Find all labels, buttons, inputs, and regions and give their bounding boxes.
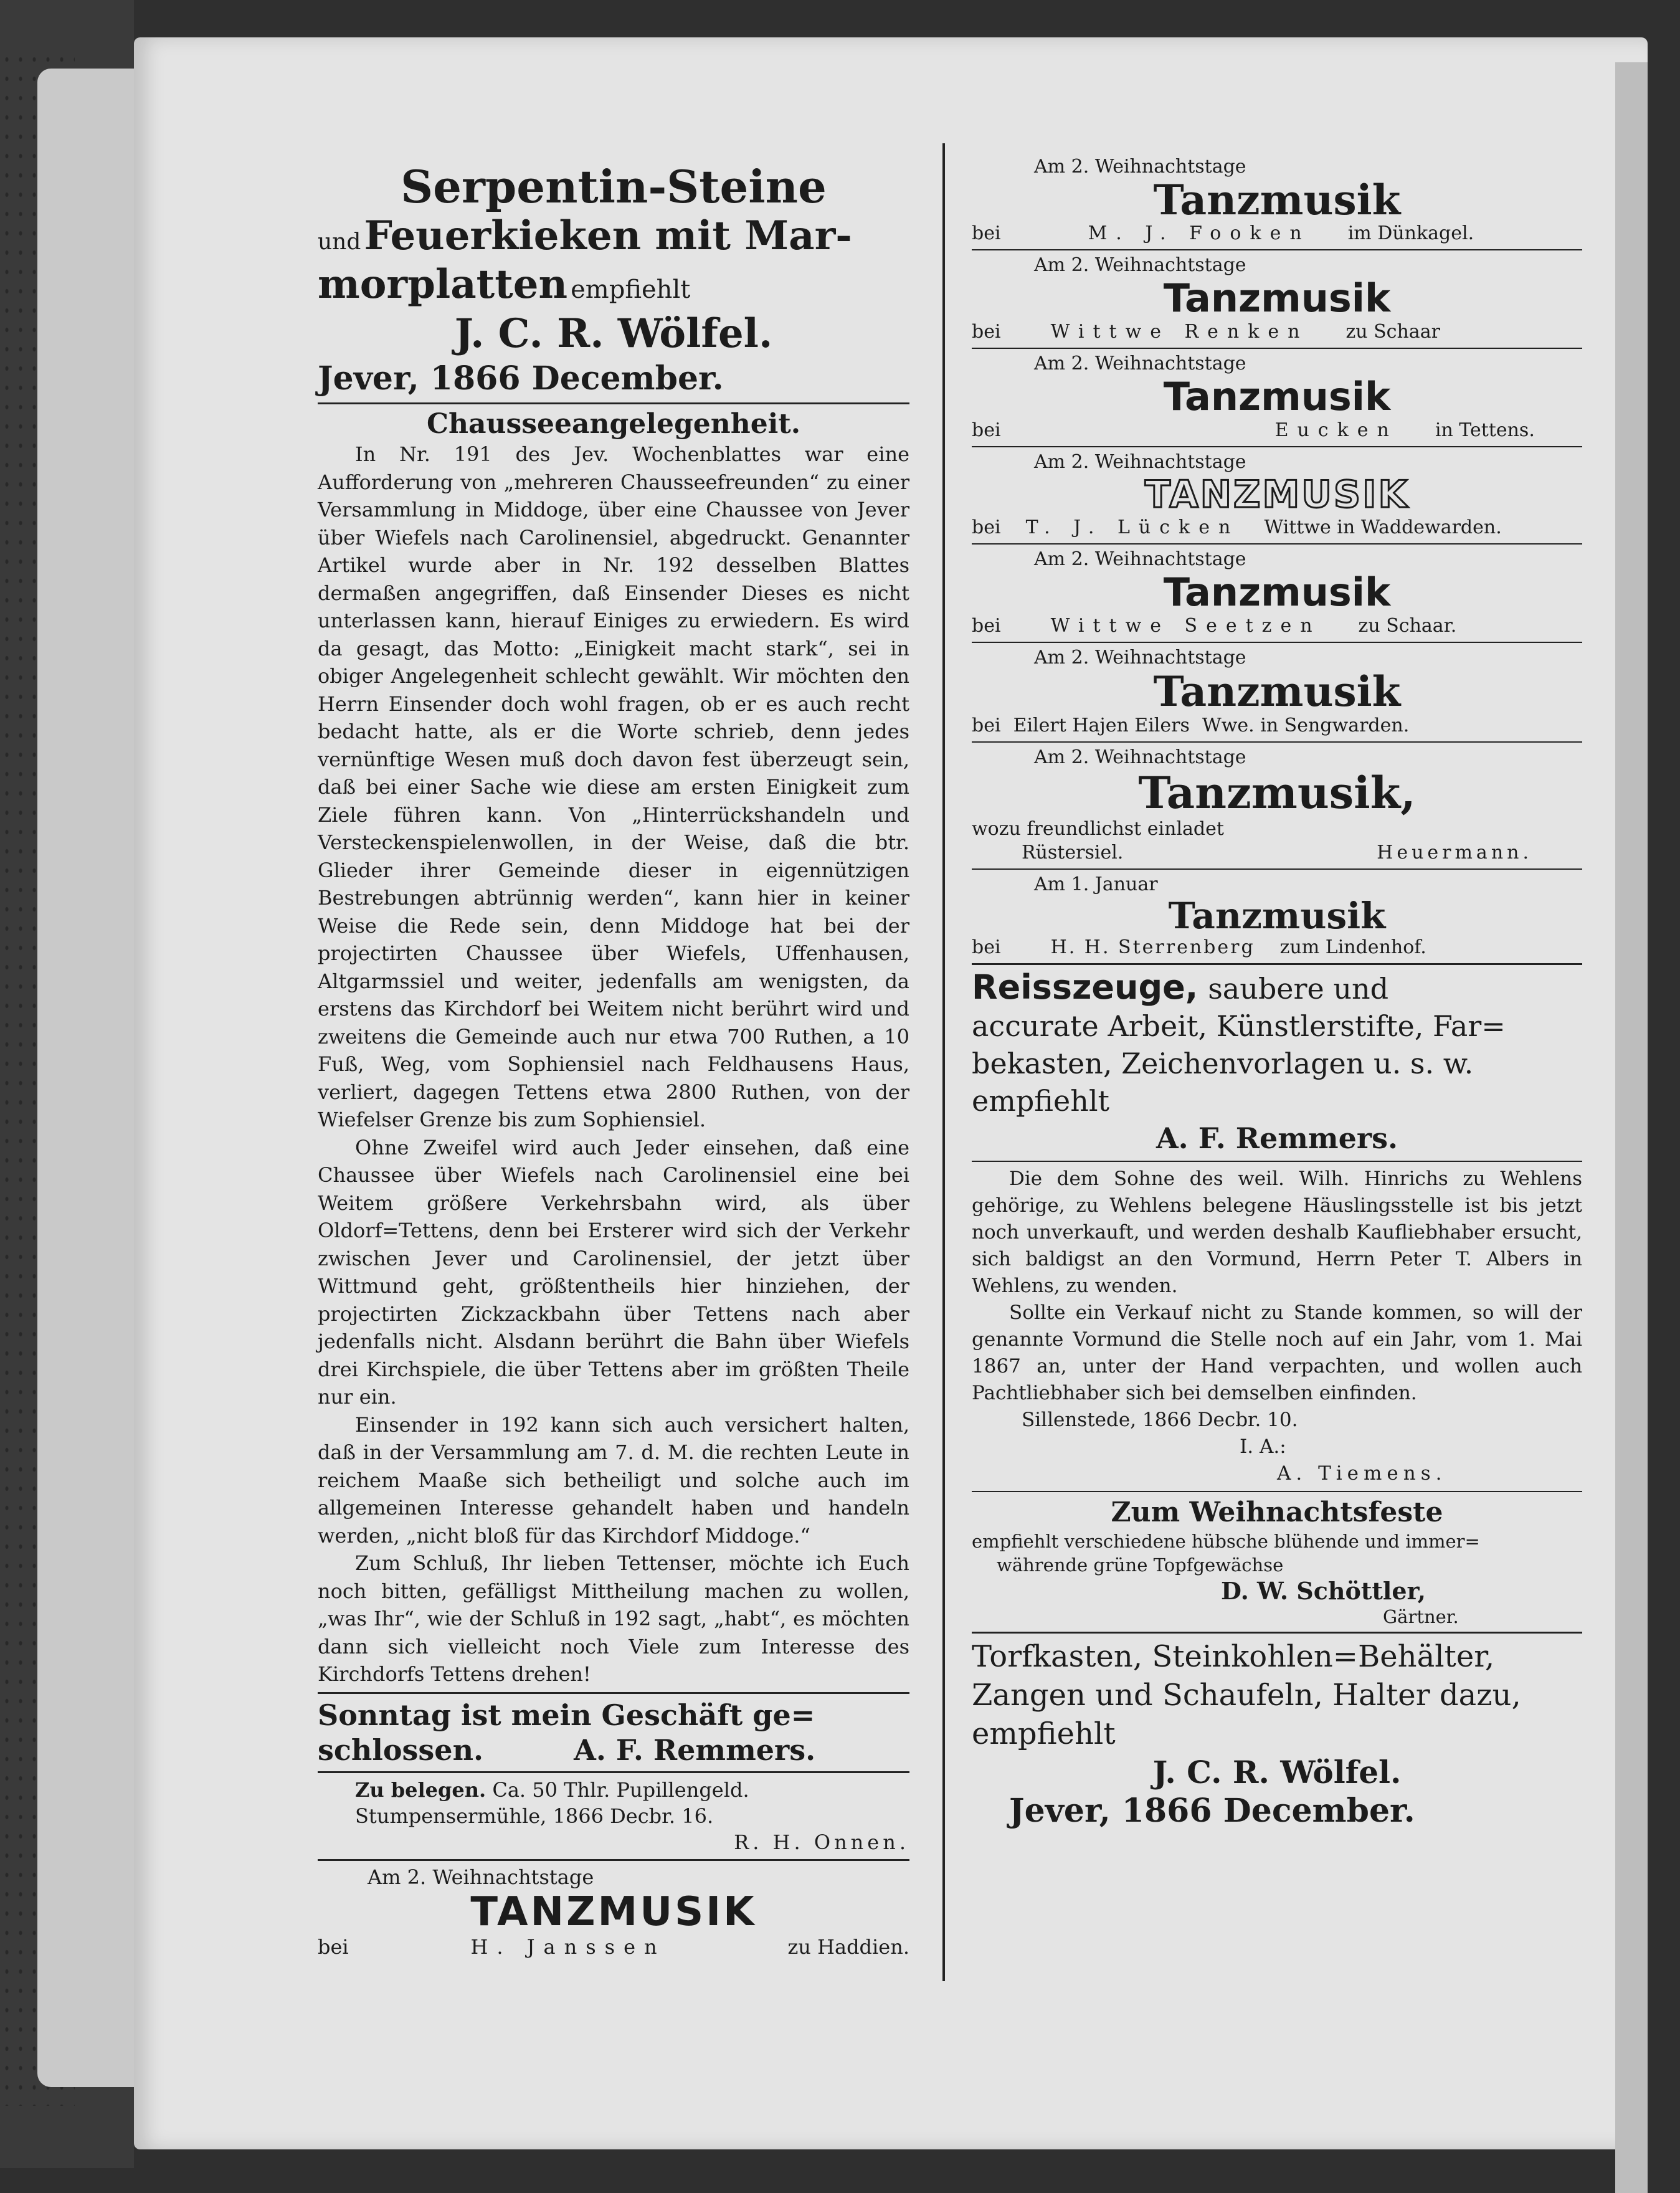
dance-place: in Tettens. xyxy=(1435,419,1535,441)
dance-intro: Am 1. Januar xyxy=(1034,873,1158,895)
dance-intro: Am 2. Weihnachtstage xyxy=(1034,156,1246,178)
ad-belegen xyxy=(318,1777,909,1855)
ad-reisszeuge-line1-rest: saubere und xyxy=(1208,972,1389,1006)
next-page-edge xyxy=(1615,62,1648,2193)
ad-serpentin-line2 xyxy=(318,212,909,260)
ad-weihnachten xyxy=(972,1496,1582,1628)
ad-sonntag-line2-text: schlossen. xyxy=(318,1733,484,1767)
dance-title: Tanzmusik xyxy=(1153,667,1401,716)
ad-sillenstede xyxy=(972,1166,1582,1487)
dance-host: M. J. Fooken xyxy=(1088,222,1311,244)
dance-ad xyxy=(972,548,1582,638)
article-body xyxy=(318,440,909,1688)
dance-place: im Dünkagel. xyxy=(1347,222,1474,244)
dance-intro: Am 2. Weihnachtstage xyxy=(1034,548,1246,570)
ad-torfkasten-line2: Zangen und Schaufeln, Halter dazu, xyxy=(972,1678,1521,1713)
dance-title: Tanzmusik xyxy=(1153,176,1401,224)
dance-host: T. J. Lücken xyxy=(1025,516,1240,538)
ad-weihnachten-role: Gärtner. xyxy=(1383,1606,1459,1627)
dance-ad xyxy=(972,451,1582,540)
ad-sonntag-seller: A. F. Remmers. xyxy=(574,1733,816,1767)
dance-intro: Am 2. Weihnachtstage xyxy=(1034,451,1246,473)
ad-belegen-signer: R. H. Onnen. xyxy=(734,1830,909,1854)
divider xyxy=(972,348,1582,349)
dance-bei: bei xyxy=(972,222,1001,244)
article-chaussee xyxy=(318,408,909,1688)
dance-title: TANZMUSIK xyxy=(1145,473,1409,516)
right-column xyxy=(972,156,1582,1830)
left-dance-place: zu Haddien. xyxy=(787,1934,909,1959)
dance-intro: Am 2. Weihnachtstage xyxy=(1034,353,1246,374)
left-dance-title: TANZMUSIK xyxy=(470,1888,757,1935)
ad-sillenstede-signer: A. Tiemens. xyxy=(1277,1462,1447,1485)
ad-sonntag-line1: Sonntag ist mein Geschäft ge= xyxy=(318,1698,815,1732)
dance-line xyxy=(972,320,1582,344)
dance-ad xyxy=(972,353,1582,442)
page-stack xyxy=(37,69,143,2087)
ad-serpentin xyxy=(318,162,909,399)
dance-intro: Am 2. Weihnachtstage xyxy=(1034,746,1246,768)
ad-weihnachten-line1: empfiehlt verschiedene hübsche blühende und immer= xyxy=(972,1531,1480,1552)
article-paragraph: Einsender in 192 kann sich auch versichert halten, daß in der Versammlung am 7. d. M. die rechten Leute in reichem Maaße sich betheiligt und solche auch im allgemeinen Interesse gehandelt haben und handeln werden, „nicht bloß für das Kirchdorf Middoge.“ xyxy=(318,1412,909,1548)
dance-ad xyxy=(972,156,1582,245)
dance-host: Eucken xyxy=(1274,419,1398,441)
dance-line xyxy=(972,222,1582,245)
dance-bei: bei xyxy=(972,615,1001,637)
ad-torfkasten-seller: J. C. R. Wölfel. xyxy=(1152,1754,1402,1791)
dance-line xyxy=(972,714,1582,738)
dance-ad-heuermann xyxy=(972,746,1582,865)
article-paragraph: Ohne Zweifel wird auch Jeder einsehen, daß eine Chaussee über Wiefels nach Carolinensiel eine bei Weitem größere Verkehrsbahn wird, als über Oldorf=Tettens, denn bei Ersterer wird sich der Verkehr zwischen Jever und Carolinensiel, der jetzt über Wittmund geht, größtentheils hier hinziehen, der projectirten Zickzackbahn über Tettens nach aber jedenfalls nicht. Alsdann berührt die Bahn über Wiefels drei Kirchspiele, die über Tettens aber im größten Theile nur ein. xyxy=(318,1135,909,1409)
left-dance-bei: bei xyxy=(318,1934,349,1959)
ad-sillenstede-paragraph: Sollte ein Verkauf nicht zu Stande kommen, so will der genannte Vormund die Stelle noch auf ein Jahr, vom 1. Mai 1867 an, unter der Hand verpachten, und wollen auch Pachtliebhaber sich bei demselben einfinden. xyxy=(972,1301,1582,1404)
ad-serpentin-place-date: Jever, 1866 December. xyxy=(318,359,724,397)
ad-torfkasten-line1: Torfkasten, Steinkohlen=Behälter, xyxy=(972,1639,1495,1674)
divider xyxy=(972,249,1582,250)
ad-sillenstede-place-date: Sillenstede, 1866 Decbr. 10. xyxy=(1022,1409,1298,1431)
left-dance-line xyxy=(318,1934,909,1959)
left-dance-ad xyxy=(318,1865,909,1959)
left-dance-host: H. Janssen xyxy=(470,1934,666,1959)
ad-serpentin-seller: J. C. R. Wölfel. xyxy=(454,310,773,357)
ad-belegen-place-date: Stumpensermühle, 1866 Decbr. 16. xyxy=(355,1804,714,1828)
ad-sillenstede-ia: I. A.: xyxy=(1240,1435,1286,1458)
dance-heuermann-place: Rüstersiel. xyxy=(1022,842,1124,863)
ad-serpentin-line3-small: empfiehlt xyxy=(571,275,691,304)
ad-serpentin-line3-big: morplatten xyxy=(318,261,568,308)
divider xyxy=(972,446,1582,447)
dance-host: H. H. Sterrenberg xyxy=(1050,936,1255,958)
ad-reisszeuge-line3: bekasten, Zeichenvorlagen u. s. w. xyxy=(972,1047,1474,1080)
dance-place: zu Schaar. xyxy=(1358,615,1457,637)
ad-sonntag-line2 xyxy=(318,1733,909,1767)
ad-weihnachten-title: Zum Weihnachtsfeste xyxy=(1111,1496,1443,1528)
column-divider xyxy=(942,143,945,1981)
dance-bei: bei xyxy=(972,419,1001,441)
article-paragraph: Zum Schluß, Ihr lieben Tettenser, möchte ich Euch noch bitten, gefälligst Mittheilung machen zu wollen, „was Ihr“, wie der Schluß in 192 sagt, „habt“, es möchten dann sich vielleicht noch Viele zum Interesse des Kirchdorfs Tettens drehen! xyxy=(318,1551,909,1686)
ad-torfkasten-line3: empfiehlt xyxy=(972,1716,1116,1751)
ad-serpentin-line2-small: und xyxy=(318,229,361,255)
ad-torfkasten-place-date: Jever, 1866 December. xyxy=(1009,1792,1415,1830)
ad-weihnachten-seller: D. W. Schöttler, xyxy=(1221,1577,1426,1605)
dance-intro: Am 2. Weihnachtstage xyxy=(1034,254,1246,276)
ad-sillenstede-paragraph: Die dem Sohne des weil. Wilh. Hinrichs zu Wehlens gehörige, zu Wehlens belegene Häuslingsstelle ist bis jetzt noch unverkauft, und werden deshalb Kaufliebhaber ersucht, sich baldigst an den Vormund, Herrn Peter T. Albers in Wehlens, zu wenden. xyxy=(972,1168,1582,1297)
dance-ad-januar xyxy=(972,873,1582,959)
dance-line xyxy=(972,419,1582,442)
divider xyxy=(972,642,1582,643)
dance-intro: Am 2. Weihnachtstage xyxy=(1034,647,1246,668)
dance-heuermann-sign xyxy=(972,841,1582,865)
ad-serpentin-line2-big: Feuerkieken mit Mar- xyxy=(364,212,852,259)
dance-place: Wittwe in Waddewarden. xyxy=(1264,516,1502,538)
dance-host: Wittwe Renken xyxy=(1050,321,1309,343)
dance-title: Tanzmusik xyxy=(1168,895,1386,937)
ad-belegen-bold: Zu belegen. xyxy=(355,1777,486,1802)
divider xyxy=(318,1771,909,1773)
ad-sonntag xyxy=(318,1698,909,1767)
dance-title: Tanzmusik xyxy=(1163,275,1391,321)
dance-heuermann-line: wozu freundlichst einladet xyxy=(972,818,1224,840)
divider xyxy=(972,963,1582,965)
divider xyxy=(318,1859,909,1861)
divider xyxy=(972,741,1582,743)
ad-reisszeuge-seller: A. F. Remmers. xyxy=(1156,1121,1398,1155)
dance-place: zum Lindenhof. xyxy=(1279,936,1426,958)
dance-title: Tanzmusik, xyxy=(1138,767,1416,819)
divider xyxy=(318,1692,909,1694)
dance-place: zu Schaar xyxy=(1345,321,1440,343)
divider xyxy=(972,543,1582,545)
dance-host: Eilert Hajen Eilers xyxy=(1013,715,1190,736)
dance-line xyxy=(972,516,1582,540)
left-dance-intro: Am 2. Weihnachtstage xyxy=(368,1865,594,1889)
dance-host: Wittwe Seetzen xyxy=(1050,615,1321,637)
ad-reisszeuge-line4: empfiehlt xyxy=(972,1084,1110,1118)
ad-belegen-text: Ca. 50 Thlr. Pupillengeld. xyxy=(492,1777,749,1802)
dance-title: Tanzmusik xyxy=(1163,569,1391,615)
ad-reisszeuge xyxy=(972,969,1582,1157)
article-title: Chausseeangelegenheit. xyxy=(426,408,801,440)
ad-reisszeuge-bold: Reisszeuge, xyxy=(972,968,1198,1007)
left-column xyxy=(318,162,909,1959)
dance-line xyxy=(972,614,1582,638)
dance-heuermann-host: Heuermann. xyxy=(1377,842,1532,863)
dance-bei: bei xyxy=(972,936,1001,958)
dance-line xyxy=(972,936,1582,959)
divider xyxy=(972,1491,1582,1492)
divider xyxy=(972,1632,1582,1634)
ad-belegen-line1 xyxy=(355,1777,909,1803)
ad-torfkasten xyxy=(972,1637,1582,1830)
divider xyxy=(972,1161,1582,1162)
ad-serpentin-line3 xyxy=(318,260,909,309)
dance-ad xyxy=(972,254,1582,344)
divider xyxy=(318,402,909,404)
ad-serpentin-line1: Serpentin-Steine xyxy=(401,160,827,213)
dance-title: Tanzmusik xyxy=(1163,374,1391,419)
article-paragraph: In Nr. 191 des Jev. Wochenblattes war eine Aufforderung von „mehreren Chausseefreunden“ zu einer Versammlung in Middoge, über eine Chaussee von Jever über Wiefels nach Carolinensiel, abgedruckt. Genannter Artikel wurde aber in Nr. 192 desselben Blattes dermaßen angegriffen, daß Einsender Dieses es nicht unterlassen kann, hierauf Einiges zu erwiedern. Es wird da gesagt, das Motto: „Einigkeit macht stark“, sei in obiger Angelegenheit schlecht gewählt. Wir möchten den Herrn Einsender doch wohl fragen, ob er es auch recht bedacht hatte, als er die Worte schrieb, denn jedes vernünftige Wesen muß doch davon fest überzeugt sein, daß bei einer Sache wie diese am ersten Einigkeit zum Ziele führen kann. Von „Hinterrückshandeln und Versteckenspielenwollen, in der Weise, daß die btr. Glieder ihrer Gemeinde dieser in eigennützigen Bestrebungen abtrünnig werden“, kann hier in keiner Weise die Rede sein, denn Middoge hat bei der projectirten Chaussee über Wiefels, Uffenhausen, Altgarmssiel und weiter, jedenfalls am wenigsten, da erstens das Kirchdorf bei Weitem nicht berührt wird und zweitens die Gemeinde auch nur etwa 700 Ruthen, a 10 Fuß, Weg, vom Sophiensiel nach Feldhausens Haus, verliert, dagegen Tettens etwa 2800 Ruthen, von der Wiefelser Grenze bis zum Sophiensiel. xyxy=(318,442,909,1131)
dance-bei: bei xyxy=(972,321,1001,343)
dance-ad xyxy=(972,647,1582,738)
dance-bei: bei xyxy=(972,715,1001,736)
ad-weihnachten-line2: währende grüne Topfgewächse xyxy=(997,1554,1284,1576)
divider xyxy=(972,868,1582,870)
ad-reisszeuge-line2: accurate Arbeit, Künstlerstifte, Far= xyxy=(972,1009,1506,1043)
ad-reisszeuge-line1 xyxy=(972,969,1582,1007)
dance-bei: bei xyxy=(972,516,1001,538)
dance-place: Wwe. in Sengwarden. xyxy=(1202,715,1410,736)
